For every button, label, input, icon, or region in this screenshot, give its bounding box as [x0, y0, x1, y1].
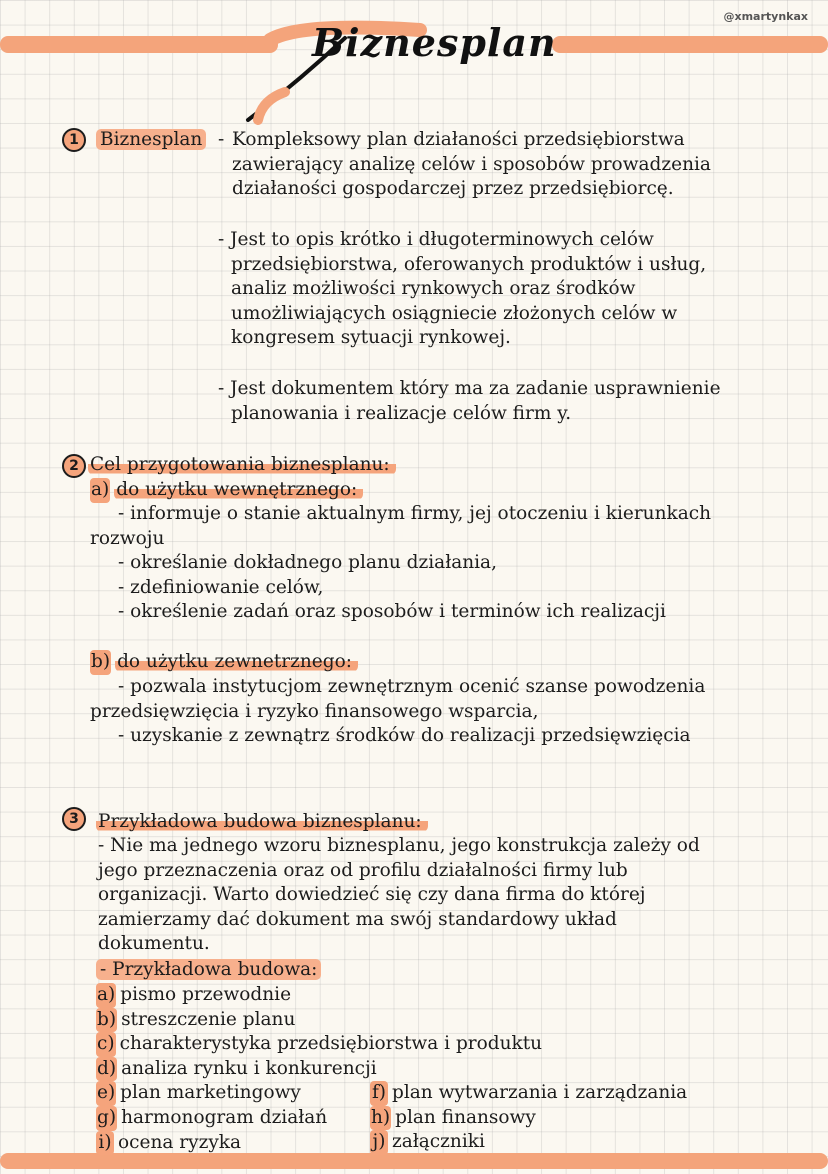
- a-line: - informuje o stanie aktualnym firmy, jej otoczeniu i kierunkach: [118, 503, 712, 524]
- a-line: - określanie dokładnego planu działania,: [118, 552, 497, 574]
- def-line: działaności gospodarczej przez przedsiębiorcę.: [232, 178, 674, 200]
- a-line: - zdefiniowanie celów,: [118, 576, 324, 598]
- section1-term-highlight: Biznesplan: [96, 129, 206, 150]
- item-letter: i): [96, 1131, 114, 1156]
- b-heading-text: do użytku zewnetrznego:: [115, 651, 358, 672]
- b-line: przedsięwzięcia i ryzyko finansowego wsparcia,: [90, 700, 539, 722]
- para2-line: analiz możliwości rynkowych oraz środków: [231, 278, 636, 300]
- para3-line: planowania i realizacje celów firm y.: [231, 402, 572, 424]
- para-line: - Nie ma jednego wzoru biznesplanu, jego konstrukcja zależy od: [98, 835, 700, 856]
- item-text: analiza rynku i konkurencji: [121, 1057, 377, 1079]
- list-item: [370, 1130, 687, 1155]
- list-item: [370, 1081, 687, 1106]
- section3-number: [62, 806, 86, 831]
- item-text: plan finansowy: [395, 1106, 536, 1128]
- def-line: zawierający analizę celów i sposobów prowadzenia: [232, 153, 711, 175]
- section2-heading-highlight: Cel przygotowania biznesplanu:: [88, 454, 396, 475]
- para2-line: - Jest to opis krótko i długoterminowych celów: [218, 229, 654, 250]
- para3-line: - Jest dokumentem który ma za zadanie usprawnienie: [218, 378, 721, 399]
- section2-b-heading: [90, 650, 358, 675]
- def-line: Kompleksowy plan działaności przedsiębiorstwa: [232, 129, 685, 150]
- section2-a-heading: [90, 478, 363, 503]
- item-letter: j): [370, 1130, 388, 1155]
- list-item: [96, 1008, 542, 1033]
- section3-heading-highlight: Przykładowa budowa biznesplanu:: [96, 811, 428, 832]
- para-line: dokumentu.: [98, 933, 210, 955]
- para2-line: przedsiębiorstwa, oferowanych produktów i usług,: [231, 253, 707, 275]
- item-text: ocena ryzyka: [118, 1131, 242, 1153]
- item-letter: a): [96, 983, 116, 1008]
- item-letter: h): [370, 1106, 391, 1131]
- para-line: zamierzamy dać dokument ma swój standardowy układ: [98, 908, 617, 930]
- list-item: [96, 983, 542, 1008]
- item-text: charakterystyka przedsiębiorstwa i produktu: [119, 1033, 543, 1055]
- section2-heading: [88, 453, 396, 478]
- item-letter: g): [96, 1106, 117, 1131]
- list-item: [96, 1032, 542, 1057]
- para2-line: kongresem sytuacji rynkowej.: [231, 327, 511, 349]
- section1-term: [96, 128, 206, 153]
- para-line: jego przeznaczenia oraz od profilu działalności firmy lub: [98, 859, 628, 881]
- item-text: plan marketingowy: [120, 1082, 301, 1104]
- subheading-highlight: - Przykładowa budowa:: [96, 959, 321, 980]
- item-text: plan wytwarzania i zarządzania: [392, 1082, 688, 1103]
- section1-para3: [218, 377, 721, 426]
- b-line: - uzyskanie z zewnątrz środków do realizacji przedsięwzięcia: [118, 725, 691, 747]
- section3-list-right: [370, 1081, 687, 1155]
- item-text: załączniki: [392, 1131, 485, 1153]
- a-heading-text: do użytku wewnętrznego:: [114, 479, 363, 500]
- list-item: [370, 1106, 687, 1131]
- letter-a: a): [90, 478, 110, 503]
- section3-number-circle: 3: [62, 807, 86, 831]
- list-item: [96, 1057, 542, 1082]
- section1-dash: -: [218, 129, 225, 150]
- section1-definition: [232, 128, 711, 202]
- b-line: - pozwala instytucjom zewnętrznym ocenić szanse powodzenia: [118, 676, 706, 697]
- para-line: organizacji. Warto dowiedzieć się czy dana firma do której: [98, 884, 646, 906]
- item-letter: e): [96, 1081, 116, 1106]
- watermark: @xmartynkax: [723, 10, 808, 23]
- item-text: harmonogram działań: [121, 1106, 328, 1128]
- letter-b: b): [90, 650, 111, 675]
- item-letter: d): [96, 1057, 117, 1082]
- a-line: - określenie zadań oraz sposobów i terminów ich realizacji: [118, 601, 666, 623]
- item-text: streszczenie planu: [121, 1008, 296, 1030]
- page-title: Biznesplan: [312, 20, 557, 65]
- item-letter: b): [96, 1008, 117, 1033]
- item-letter: f): [370, 1081, 388, 1106]
- section1-para2: [218, 228, 706, 351]
- section3-heading: [96, 810, 428, 835]
- section2-a-list: [90, 502, 711, 625]
- section3-subheading: [96, 958, 321, 983]
- section2-b-list: [90, 675, 705, 749]
- section3-paragraph: [98, 834, 700, 957]
- section2-number-circle: 2: [62, 454, 86, 478]
- bottom-band: [0, 1153, 828, 1169]
- section2-number: [62, 453, 86, 478]
- item-letter: c): [96, 1032, 116, 1057]
- a-line: rozwoju: [90, 527, 165, 549]
- para2-line: umożliwiających osiągniecie złożonych celów w: [231, 302, 678, 324]
- section1-number-circle: 1: [62, 128, 86, 152]
- section1-number: [62, 127, 86, 152]
- item-text: pismo przewodnie: [120, 984, 292, 1005]
